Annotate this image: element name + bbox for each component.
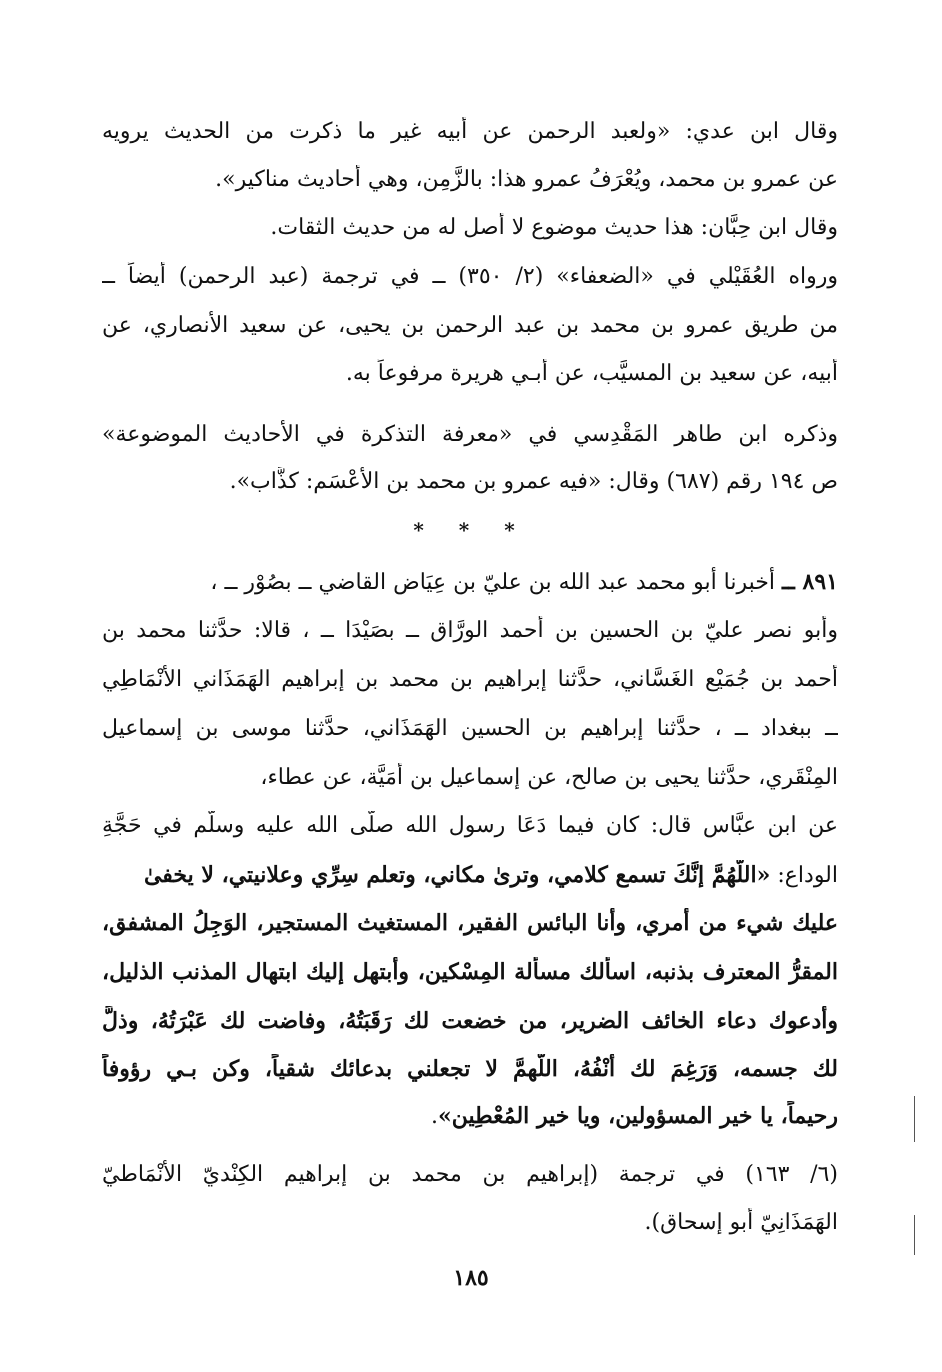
text-line: المِنْقَري، حدَّثنا يحيى بن صالح، عن إسماعيل بن أُمَيَّة، عن عطاء، bbox=[260, 765, 838, 790]
text-line: من طريق عمرو بن محمد بن عبد الرحمن بن يحيى، عن سعيد الأنصاري، عن bbox=[102, 313, 838, 338]
hadith-number: ٨٩١ ــ bbox=[781, 569, 838, 595]
dua-line: عليك شيء من أمري، وأنا البائس الفقير، المستغيث المستجير، الوَجِلُ المشفق، bbox=[102, 910, 838, 936]
text-line: عن ابن عبَّاس قال: كان فيما دَعَا رسول الله صلَّى الله عليه وسلَّم في حَجَّةِ bbox=[102, 813, 838, 838]
dua-line: المقرُّ المعترف بذنبه، اسألك مسألة المِسْكين، وأبتهل إليك ابتهال المذنب الذليل، bbox=[102, 959, 838, 985]
text-span: الوداع: bbox=[770, 863, 838, 888]
dua-text: «اللَّهُمَّ إنَّكَ تسمع كلامي، وترىٰ مكاني، وتعلم سِرِّي وعلانيتي، لا يخفىٰ bbox=[143, 862, 771, 888]
dua-text: رحيماً، يا خير المسؤولين، ويا خير المُعْطِين» bbox=[437, 1103, 838, 1129]
text-line: ورواه العُقَيْلي في «الضعفاء» (٢/ ٣٥٠) ــ في ترجمة (عبد الرحمن) أيضاً ــ bbox=[102, 264, 838, 289]
text-line: أبيه، عن سعيد بن المسيَّب، عن أبـي هريرة مرفوعاً به. bbox=[345, 361, 838, 386]
text-line: وذكره ابن طاهر المَقْدِسي في «معرفة التذكرة في الأحاديث الموضوعة» bbox=[102, 422, 838, 447]
text-line: وقال ابن عدي: «ولعبد الرحمن عن أبيه غير ما ذكرت من الحديث يرويه bbox=[102, 119, 838, 144]
text-line: عن عمرو بن محمد، ويُعْرَفُ عمرو هذا: بالزَّمِن، وهي أحاديث مناكير». bbox=[215, 167, 838, 192]
text-span: أخبرنا أبو محمد عبد الله بن عليّ بن عِيَاض القاضي ــ بصُوْر ــ ، bbox=[210, 570, 775, 595]
hadith-first-line bbox=[102, 567, 838, 598]
text-line bbox=[102, 860, 838, 891]
source-reference: (٦/ ١٦٣) في ترجمة (إبراهيم بن محمد بن إبراهيم الكِنْديّ الأَنْمَاطيّ bbox=[102, 1162, 838, 1187]
text-line: ــ ببغداد ــ ، حدَّثنا إبراهيم بن الحسين الهَمَذَاني، حدَّثنا موسى بن إسماعيل bbox=[102, 716, 838, 741]
source-reference: الهَمَذَانِيّ أبو إسحاق). bbox=[644, 1210, 838, 1235]
page-number: ١٨٥ bbox=[453, 1265, 489, 1291]
scan-edge-mark bbox=[914, 1215, 915, 1255]
text-span: . bbox=[430, 1104, 438, 1129]
dua-line: لك جسمه، وَرَغِمَ لك أَنْفُهُ، اللَّهمَّ لا تجعلني بدعائك شقياً، وكن بـي رؤوفاً bbox=[102, 1056, 838, 1082]
dua-line: وأدعوك دعاء الخائف الضرير، من خضعت لك رَقَبَتُهُ، وفاضت لك عَبْرَتُهُ، وذلَّ bbox=[102, 1008, 838, 1034]
text-line bbox=[102, 1101, 838, 1132]
text-line: ص ١٩٤ رقم (٦٨٧) وقال: «فيه عمرو بن محمد بن الأَعْسَم: كذَّاب». bbox=[229, 469, 838, 494]
text-line: وأبو نصر عليّ بن الحسين بن أحمد الورَّاق ــ بصَيْدَا ــ ، قالا: حدَّثنا محمد بن bbox=[102, 618, 838, 643]
scan-edge-mark bbox=[914, 1096, 915, 1142]
text-line: أحمد بن جُمَيْع الغَسَّاني، حدَّثنا إبراهيم بن محمد بن إبراهيم الهَمَذَاني الأَنْمَاطِي bbox=[102, 667, 838, 692]
section-separator: * * * bbox=[413, 518, 529, 542]
text-line: وقال ابن حِبَّان: هذا حديث موضوع لا أصل له من حديث الثقات. bbox=[270, 215, 838, 240]
